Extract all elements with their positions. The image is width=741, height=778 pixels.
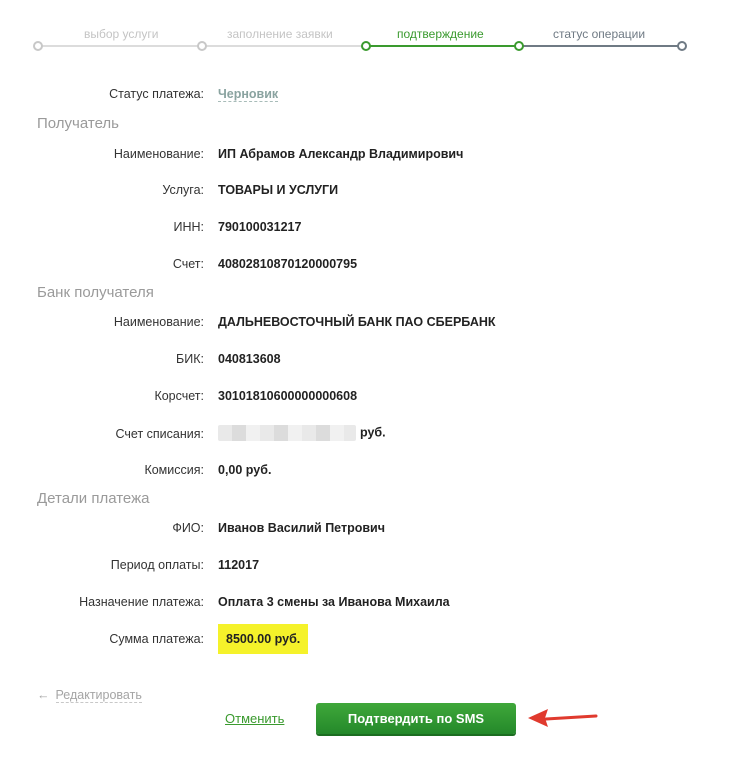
- sum-row: [0, 632, 741, 652]
- edit-label: Редактировать: [55, 688, 142, 702]
- account-value: 40802810870120000795: [218, 257, 358, 271]
- fio-label: ФИО:: [172, 521, 204, 535]
- bank-name-row: [0, 315, 741, 335]
- status-label: Статус платежа:: [109, 87, 204, 101]
- bik-value: 040813608: [218, 352, 281, 366]
- inn-label: ИНН:: [173, 220, 204, 234]
- recipient-name-label: Наименование:: [113, 147, 204, 161]
- confirm-sms-button[interactable]: Подтвердить по SMS: [316, 703, 516, 734]
- inn-value: 790100031217: [218, 220, 302, 234]
- purpose-row: [0, 595, 741, 615]
- fee-value: 0,00 руб.: [218, 463, 272, 477]
- step-dot-4: [514, 41, 524, 51]
- step-label-select-service: выбор услуги: [84, 27, 159, 41]
- bik-row: [0, 352, 741, 372]
- purpose-label: Назначение платежа:: [79, 595, 204, 609]
- period-row: [0, 558, 741, 578]
- step-dot-5: [677, 41, 687, 51]
- sum-value: 8500.00 руб.: [218, 624, 308, 654]
- bik-label: БИК:: [176, 352, 204, 366]
- debit-account-value: [218, 425, 386, 441]
- section-bank: Банк получателя: [37, 284, 154, 301]
- purpose-value: Оплата 3 смены за Иванова Михаила: [218, 595, 450, 609]
- edit-link[interactable]: [37, 688, 142, 702]
- step-dot-1: [33, 41, 43, 51]
- period-label: Период оплаты:: [110, 558, 204, 572]
- corr-row: [0, 389, 741, 409]
- recipient-name-value: ИП Абрамов Александр Владимирович: [218, 147, 464, 161]
- corr-label: Корсчет:: [154, 389, 204, 403]
- status-value[interactable]: Черновик: [218, 87, 279, 101]
- service-label: Услуга:: [162, 183, 204, 197]
- step-line-next: [518, 45, 681, 47]
- arrow-left-icon: ←: [37, 688, 50, 702]
- progress-steps: [0, 0, 741, 60]
- fee-label: Комиссия:: [144, 463, 204, 477]
- service-row: [0, 183, 741, 203]
- bank-name-label: Наименование:: [113, 315, 204, 329]
- step-label-confirmation: подтверждение: [397, 27, 484, 41]
- debit-currency: руб.: [360, 425, 386, 440]
- fio-row: [0, 521, 741, 541]
- step-line-current: [365, 45, 518, 47]
- step-label-fill-form: заполнение заявки: [227, 27, 333, 41]
- bank-name-value: ДАЛЬНЕВОСТОЧНЫЙ БАНК ПАО СБЕРБАНК: [218, 315, 496, 329]
- step-dot-3: [361, 41, 371, 51]
- fio-value: Иванов Василий Петрович: [218, 521, 385, 535]
- inn-row: [0, 220, 741, 240]
- step-label-operation-status: статус операции: [553, 27, 646, 41]
- service-value: ТОВАРЫ И УСЛУГИ: [218, 183, 339, 197]
- red-arrow-icon: [526, 705, 598, 731]
- recipient-name-row: [0, 147, 741, 167]
- account-row: [0, 257, 741, 277]
- debit-account-row: [0, 427, 741, 447]
- section-payment-details: Детали платежа: [37, 490, 150, 507]
- section-recipient: Получатель: [37, 115, 119, 132]
- blurred-account-number: [218, 425, 356, 441]
- account-label: Счет:: [172, 257, 204, 271]
- debit-account-label: Счет списания:: [115, 427, 204, 441]
- corr-value: 30101810600000000608: [218, 389, 358, 403]
- cancel-link[interactable]: Отменить: [225, 711, 285, 726]
- sum-label: Сумма платежа:: [109, 632, 204, 646]
- step-dot-2: [197, 41, 207, 51]
- period-value: 112017: [218, 558, 260, 572]
- fee-row: [0, 463, 741, 483]
- status-row: [0, 87, 741, 107]
